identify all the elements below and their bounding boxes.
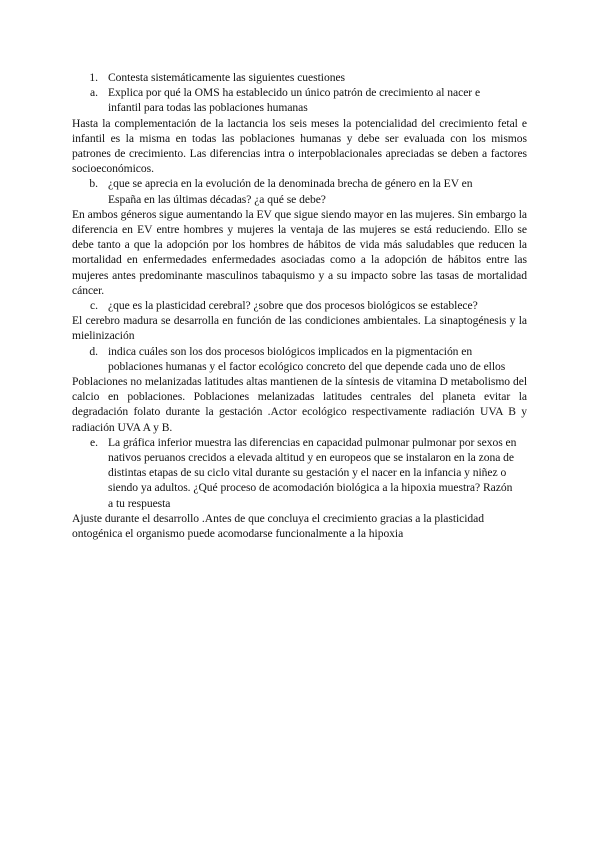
question-text: Explica por qué la OMS ha establecido un único patrón de crecimiento al nacer e infantil para todas las poblaciones humanas [108,86,481,115]
answer-c: El cerebro madura se desarrolla en función de las condiciones ambientales. La sinaptogénesis y la mielinización [72,314,527,343]
question-text: ¿que se aprecia en la evolución de la denominada brecha de género en la EV en España en las últimas décadas? ¿a qué se debe? [108,177,473,206]
question-text: indica cuáles son los dos procesos biológicos implicados en la pigmentación en poblaciones humanas y el factor ecológico concreto del que depende cada uno de ellos [108,344,506,373]
document-body [72,70,527,541]
answer-b: En ambos géneros sigue aumentando la EV que sigue siendo mayor en las mujeres. Sin embargo la diferencia en EV entre hombres y mujeres la ventaja de las mujeres se está reduciendo. Ello se debe tanto a que la adopción por los hombres de hábitos de vida más saludables que reducen la mortalidad en enfermedades enfermedades asociadas como a la adopción de hábitos entre las mujeres antes predominante masculinos tabaquismo y a su impacto sobre las tasas de mortalidad cáncer. [72,207,527,297]
question-e [72,435,527,511]
question-c [72,298,527,313]
list-letter: d. [89,344,98,358]
question-text: ¿que es la plasticidad cerebral? ¿sobre que dos procesos biológicos se establece? [108,299,478,313]
question-d [72,344,527,374]
list-number: 1. [89,71,98,84]
question-text: Contesta sistemáticamente las siguientes cuestiones [108,71,345,84]
question-1 [72,70,527,85]
answer-d: Poblaciones no melanizadas latitudes altas mantienen de la síntesis de vitamina D metabolismo del calcio en poblaciones. Poblaciones melanizadas latitudes centrales del planeta evitar la degradación folato durante la gestación .Actor ecológico respectivamente radiación UVA B y radiación UVA A y B. [72,375,527,434]
list-letter: b. [89,177,98,191]
list-letter: a. [90,86,98,100]
question-a [72,85,527,115]
answer-a: Hasta la complementación de la lactancia los seis meses la potencialidad del crecimiento fetal e infantil es la misma en todas las poblaciones humanas y debe ser evaluada con los mismos patrones de crecimiento. Las diferencias intra o interpoblacionales apreciadas se deben a factores socioeconómicos. [72,116,527,176]
question-text: La gráfica inferior muestra las diferencias en capacidad pulmonar pulmonar por sexos en nativos peruanos crecidos a elevada altitud y en europeos que se instalaron en la zona de distintas etapas de su ciclo vital durante su gestación y el nacer en la infancia y niñez o siendo ya adultos. ¿Qué proceso de acomodación biológica a la hipoxia muestra? Razón a tu respuesta [108,435,517,510]
answer-e: Ajuste durante el desarrollo .Antes de que concluya el crecimiento gracias a la plasticidad ontogénica el organismo puede acomodarse funcionalmente a la hipoxia [72,511,485,541]
list-letter: c. [90,299,98,313]
list-letter: e. [90,435,98,449]
question-b [72,176,527,206]
